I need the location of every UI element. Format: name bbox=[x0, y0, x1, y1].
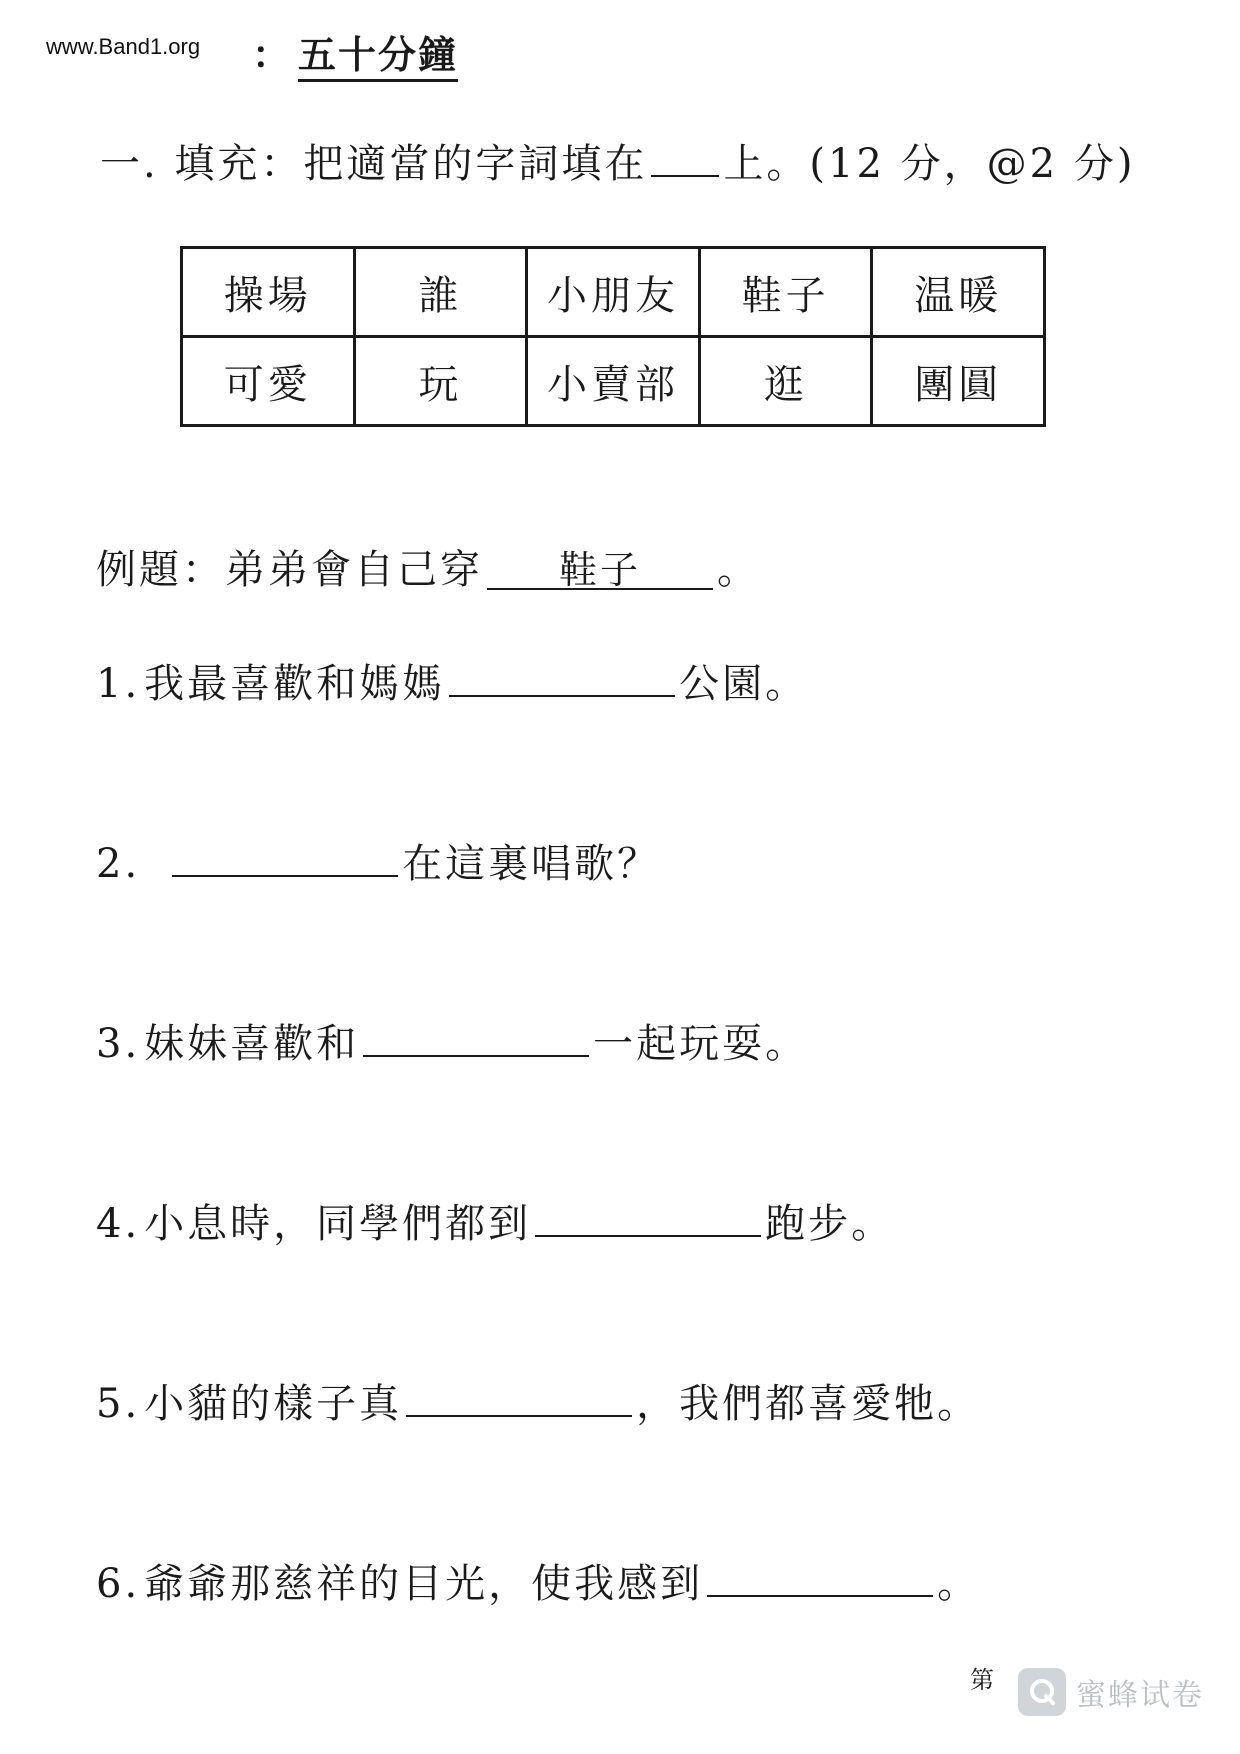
example-question bbox=[96, 538, 760, 595]
word-bank-row bbox=[182, 337, 1045, 426]
answer-blank[interactable] bbox=[707, 1559, 933, 1597]
question-4 bbox=[96, 1192, 894, 1249]
word-bank-table bbox=[180, 246, 1046, 427]
instruction-text-start: 一. 填充：把適當的字詞填在 bbox=[100, 141, 648, 187]
word-bank-cell: 玩 bbox=[354, 337, 527, 426]
answer-blank[interactable] bbox=[363, 1019, 589, 1057]
word-bank-cell: 小朋友 bbox=[527, 248, 700, 337]
question-text-start: 妹妹喜歡和 bbox=[144, 1021, 360, 1067]
question-text-start: 爺爺那慈祥的目光，使我感到 bbox=[144, 1561, 704, 1607]
word-bank-row bbox=[182, 248, 1045, 337]
question-text-end: 公園。 bbox=[679, 661, 809, 707]
word-bank-cell: 逛 bbox=[699, 337, 872, 426]
word-bank-cell: 團圓 bbox=[872, 337, 1045, 426]
question-number: 5. bbox=[96, 1381, 141, 1427]
instruction-blank-marker bbox=[651, 175, 719, 177]
question-number: 6. bbox=[96, 1561, 141, 1607]
duration-colon: ： bbox=[252, 32, 293, 77]
duration-value: 五十分鐘 bbox=[298, 32, 458, 82]
example-answer: 鞋子 bbox=[487, 552, 713, 590]
question-text-start: 小貓的樣子真 bbox=[144, 1381, 403, 1427]
answer-blank[interactable] bbox=[535, 1199, 761, 1237]
question-number: 2. bbox=[96, 841, 141, 887]
word-bank-cell: 温暖 bbox=[872, 248, 1045, 337]
question-text-end: 在這裏唱歌？ bbox=[402, 841, 661, 887]
word-bank-cell: 鞋子 bbox=[699, 248, 872, 337]
brand-watermark bbox=[1018, 1668, 1204, 1716]
word-bank-cell: 小賣部 bbox=[527, 337, 700, 426]
question-3 bbox=[96, 1012, 808, 1069]
word-bank-cell: 誰 bbox=[354, 248, 527, 337]
watermark-url: www.Band1.org bbox=[40, 34, 206, 60]
word-bank-cell: 可愛 bbox=[182, 337, 355, 426]
instruction-text-end: 上。(12 分，@2 分) bbox=[723, 141, 1136, 187]
question-number: 4. bbox=[96, 1201, 141, 1247]
exam-duration bbox=[252, 24, 458, 79]
page-number-label: 第 bbox=[970, 1666, 994, 1694]
question-5 bbox=[96, 1372, 980, 1429]
answer-blank[interactable] bbox=[449, 659, 675, 697]
example-text-start: 例題：弟弟會自己穿 bbox=[96, 547, 483, 593]
question-6 bbox=[96, 1552, 980, 1609]
bee-logo-icon bbox=[1018, 1668, 1066, 1716]
question-text-end: 一起玩耍。 bbox=[593, 1021, 809, 1067]
question-text-end: 。 bbox=[937, 1561, 981, 1607]
question-text-start: 小息時，同學們都到 bbox=[144, 1201, 532, 1247]
question-text-start: 我最喜歡和媽媽 bbox=[144, 661, 446, 707]
section-instruction bbox=[100, 132, 1135, 189]
brand-name: 蜜蜂试卷 bbox=[1076, 1678, 1204, 1713]
question-text-end: ，我們都喜愛牠。 bbox=[636, 1381, 981, 1427]
example-text-end: 。 bbox=[717, 547, 760, 593]
answer-blank[interactable] bbox=[406, 1379, 632, 1417]
answer-blank[interactable] bbox=[172, 839, 398, 877]
question-2 bbox=[96, 832, 660, 889]
word-bank-cell: 操場 bbox=[182, 248, 355, 337]
question-1 bbox=[96, 652, 808, 709]
question-text-end: 跑步。 bbox=[765, 1201, 895, 1247]
question-number: 3. bbox=[96, 1021, 141, 1067]
question-number: 1. bbox=[96, 661, 141, 707]
